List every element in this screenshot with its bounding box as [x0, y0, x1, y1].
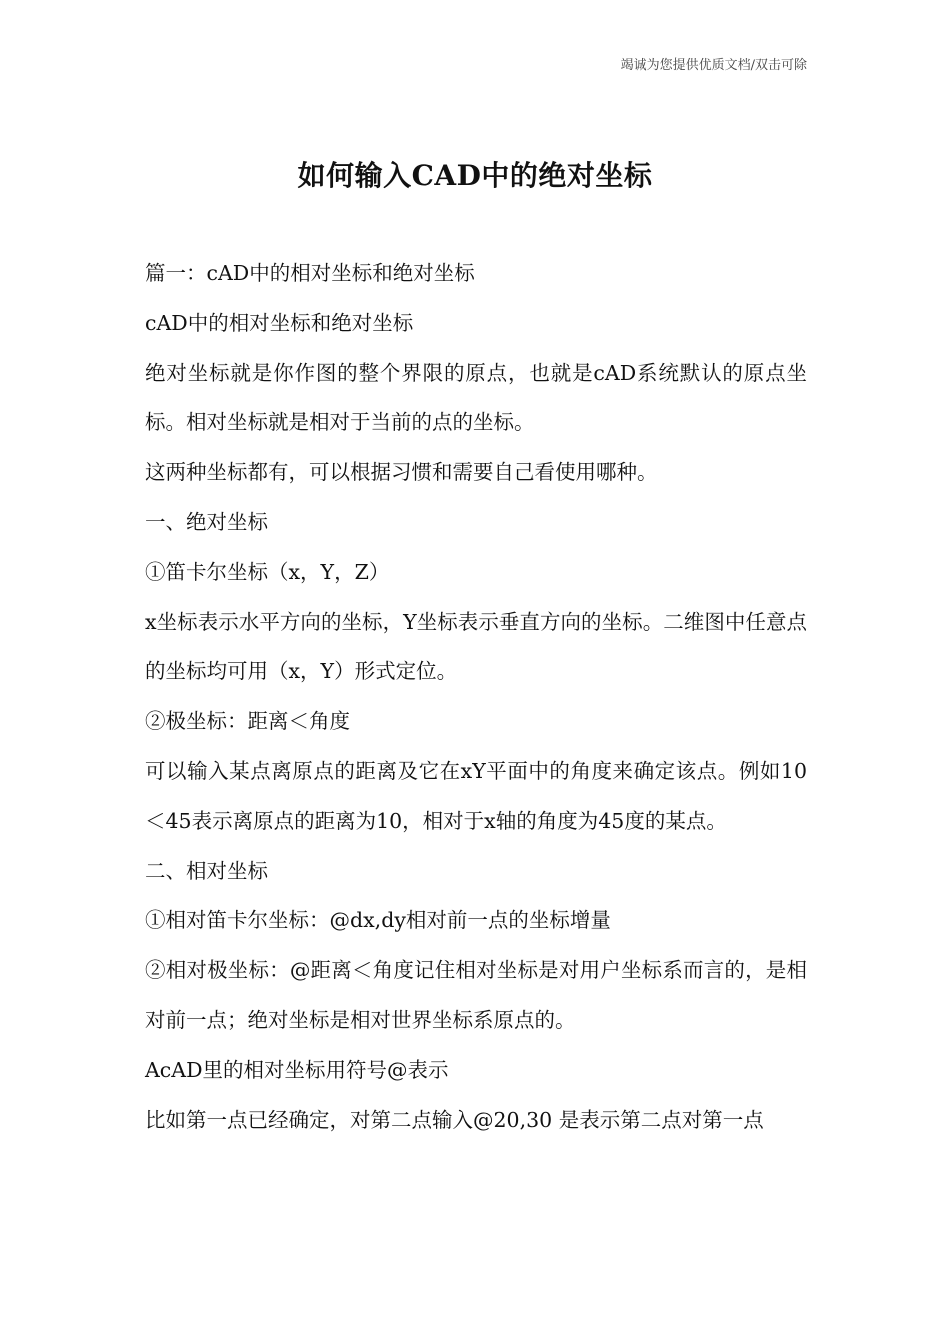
paragraph-acad-symbol: AcAD里的相对坐标用符号@表示	[145, 1057, 449, 1082]
paragraph-polar-desc: 可以输入某点离原点的距离及它在xY平面中的角度来确定该点。例如10＜45表示离原点的距离为10，相对于x轴的角度为45度的某点。	[145, 758, 807, 833]
paragraph-absolute-heading: 一、绝对坐标	[145, 509, 268, 534]
paragraph-relative-heading: 二、相对坐标	[145, 858, 268, 883]
paragraph-cartesian-heading: ①笛卡尔坐标（x，Y，Z）	[145, 559, 390, 584]
paragraph-cartesian-desc: x坐标表示水平方向的坐标，Y坐标表示垂直方向的坐标。二维图中任意点的坐标均可用（x，Y）形式定位。	[145, 609, 807, 684]
paragraph-relative-polar: ②相对极坐标：@距离＜角度记住相对坐标是对用户坐标系而言的，是相对前一点；绝对坐标是相对世界坐标系原点的。	[145, 958, 807, 1032]
document-body	[145, 249, 807, 1145]
paragraph-relative-cartesian: ①相对笛卡尔坐标：@dx,dy相对前一点的坐标增量	[145, 908, 611, 933]
paragraph-polar-heading: ②极坐标：距离＜角度	[145, 709, 350, 734]
paragraph-example: 比如第一点已经确定，对第二点输入@20,30 是表示第二点对第一点	[145, 1107, 764, 1132]
document-title: 如何输入CAD中的绝对坐标	[297, 159, 653, 192]
paragraph-absolute-definition: 绝对坐标就是你作图的整个界限的原点，也就是cAD系统默认的原点坐标。相对坐标就是相对于当前的点的坐标。	[145, 360, 807, 435]
paragraph-section-one-heading: 篇一：cAD中的相对坐标和绝对坐标	[145, 261, 475, 285]
header-note: 竭诚为您提供优质文档/双击可除	[620, 58, 807, 73]
paragraph-subtitle: cAD中的相对坐标和绝对坐标	[145, 310, 414, 335]
paragraph-both-types: 这两种坐标都有，可以根据习惯和需要自己看使用哪种。	[145, 460, 658, 485]
